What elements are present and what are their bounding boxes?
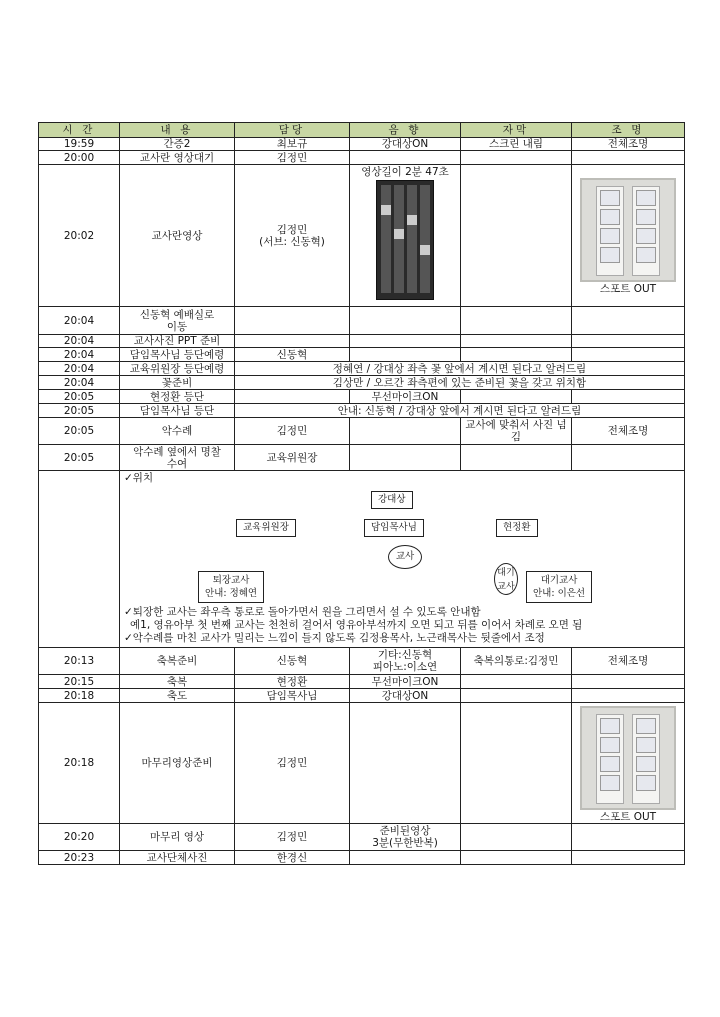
caption-cell: 축복의통로:김정민 <box>461 648 572 675</box>
content-cell: 담임목사님 등단 <box>120 404 235 418</box>
owner-cell: 김정민 <box>235 703 350 824</box>
sound-cell: 기타:신동혁 피아노:이소연 <box>350 648 461 675</box>
content-cell: 축복 <box>120 675 235 689</box>
header-row <box>39 123 685 138</box>
time-cell: 20:04 <box>39 348 120 362</box>
table-row <box>39 418 685 445</box>
position-title: ✓위치 <box>124 472 154 484</box>
table-row <box>39 335 685 348</box>
hyun-box: 현정환 <box>496 519 538 537</box>
sound-cell: 무선마이크ON <box>350 390 461 404</box>
light-cell: 전체조명 <box>572 138 685 151</box>
schedule-table <box>38 122 685 865</box>
owner-cell: 한경신 <box>235 851 350 865</box>
span-note-cell: 안내: 신동혁 / 강대상 앞에서 계시면 된다고 알려드림 <box>235 404 685 418</box>
light-cell <box>572 165 685 307</box>
table-row <box>39 851 685 865</box>
table-row <box>39 703 685 824</box>
content-cell: 신동혁 예배실로 이동 <box>120 307 235 335</box>
teacher-circle: 교사 <box>388 545 422 569</box>
header-sound: 음 향 <box>350 123 461 138</box>
edu-chair-box: 교육위원장 <box>236 519 296 537</box>
table-row <box>39 445 685 471</box>
waiting-teacher-circle: 대기 교사 <box>494 563 518 595</box>
time-cell: 20:02 <box>39 165 120 307</box>
sound-cell <box>350 165 461 307</box>
time-cell: 20:04 <box>39 362 120 376</box>
light-label: 스포트 OUT <box>599 810 657 823</box>
caption-cell: 스크린 내림 <box>461 138 572 151</box>
owner-cell: 김정민 <box>235 418 350 445</box>
caption-cell: 교사에 맞춰서 사진 넘김 <box>461 418 572 445</box>
sound-cell: 준비된영상 3분(무한반복) <box>350 824 461 851</box>
video-length-label: 영상길이 2분 47초 <box>361 166 449 178</box>
time-cell: 20:23 <box>39 851 120 865</box>
time-cell: 20:13 <box>39 648 120 675</box>
table-row <box>39 404 685 418</box>
time-cell: 20:05 <box>39 445 120 471</box>
owner-cell: 신동혁 <box>235 648 350 675</box>
position-diagram <box>120 471 684 647</box>
sound-cell: 무선마이크ON <box>350 675 461 689</box>
owner-cell: 김정민 (서브: 신동혁) <box>235 165 350 307</box>
table-row <box>39 648 685 675</box>
position-row <box>39 471 685 648</box>
time-cell: 20:05 <box>39 390 120 404</box>
owner-cell: 담임목사님 <box>235 689 350 703</box>
span-note-cell: 김상만 / 오르간 좌측편에 있는 준비된 꽃을 갖고 위치함 <box>235 376 685 390</box>
table-row <box>39 390 685 404</box>
time-cell: 20:15 <box>39 675 120 689</box>
table-row <box>39 151 685 165</box>
table-row <box>39 307 685 335</box>
sound-cell: 강대상ON <box>350 689 461 703</box>
content-cell: 교사란영상 <box>120 165 235 307</box>
content-cell: 악수례 옆에서 명찰수여 <box>120 445 235 471</box>
time-cell: 19:59 <box>39 138 120 151</box>
light-cell: 전체조명 <box>572 418 685 445</box>
table-row <box>39 675 685 689</box>
content-cell: 현정환 등단 <box>120 390 235 404</box>
content-cell: 마무리 영상 <box>120 824 235 851</box>
header-owner: 담당 <box>235 123 350 138</box>
table-row <box>39 362 685 376</box>
content-cell: 마무리영상준비 <box>120 703 235 824</box>
owner-cell: 신동혁 <box>235 348 350 362</box>
owner-cell: 현정환 <box>235 675 350 689</box>
mixer-photo <box>376 180 434 300</box>
owner-cell: 김정민 <box>235 151 350 165</box>
waiting-teacher-box: 대기교사 안내: 이은선 <box>526 571 592 603</box>
time-cell: 20:18 <box>39 703 120 824</box>
owner-cell: 최보규 <box>235 138 350 151</box>
content-cell: 교육위원장 등단예령 <box>120 362 235 376</box>
content-cell: 꽃준비 <box>120 376 235 390</box>
content-cell: 악수례 <box>120 418 235 445</box>
retire-teacher-box: 퇴장교사 안내: 정혜연 <box>198 571 264 603</box>
header-time: 시 간 <box>39 123 120 138</box>
table-row <box>39 376 685 390</box>
time-cell: 20:18 <box>39 689 120 703</box>
content-cell: 축복준비 <box>120 648 235 675</box>
light-cell <box>572 703 685 824</box>
note-line: ✓퇴장한 교사는 좌우측 통로로 돌아가면서 원을 그리면서 설 수 있도록 안내함 <box>124 606 481 618</box>
time-cell: 20:05 <box>39 404 120 418</box>
light-label: 스포트 OUT <box>599 283 657 295</box>
sound-cell: 강대상ON <box>350 138 461 151</box>
light-switch-panel-photo <box>580 178 676 282</box>
pastor-box: 담임목사님 <box>364 519 424 537</box>
table-row <box>39 138 685 151</box>
header-caption: 자막 <box>461 123 572 138</box>
lectern-box: 강대상 <box>371 491 413 509</box>
light-cell: 전체조명 <box>572 648 685 675</box>
span-note-cell: 정혜연 / 강대상 좌측 꽃 앞에서 계시면 된다고 알려드림 <box>235 362 685 376</box>
table-row <box>39 165 685 307</box>
content-cell: 축도 <box>120 689 235 703</box>
time-cell: 20:04 <box>39 307 120 335</box>
note-line: ✓악수례를 마친 교사가 밀리는 느낌이 들지 않도록 김정용목사, 노근래목사는 뒷줄에서 조정 <box>124 632 545 644</box>
time-cell: 20:20 <box>39 824 120 851</box>
position-cell <box>120 471 685 648</box>
table-row <box>39 689 685 703</box>
light-switch-panel-photo <box>580 706 676 810</box>
content-cell: 간증2 <box>120 138 235 151</box>
time-cell: 20:04 <box>39 335 120 348</box>
owner-cell: 교육위원장 <box>235 445 350 471</box>
header-content: 내 용 <box>120 123 235 138</box>
time-cell: 20:05 <box>39 418 120 445</box>
table-row <box>39 824 685 851</box>
content-cell: 교사사진 PPT 준비 <box>120 335 235 348</box>
time-cell: 20:00 <box>39 151 120 165</box>
header-light: 조 명 <box>572 123 685 138</box>
time-cell: 20:04 <box>39 376 120 390</box>
table-row <box>39 348 685 362</box>
content-cell: 교사단체사진 <box>120 851 235 865</box>
content-cell: 교사란 영상대기 <box>120 151 235 165</box>
owner-cell: 김정민 <box>235 824 350 851</box>
content-cell: 담임목사님 등단예령 <box>120 348 235 362</box>
note-line: 예1, 영유아부 첫 번째 교사는 천천히 걸어서 영유아부석까지 오면 되고 뒤를 이어서 차례로 오면 됨 <box>130 619 583 631</box>
